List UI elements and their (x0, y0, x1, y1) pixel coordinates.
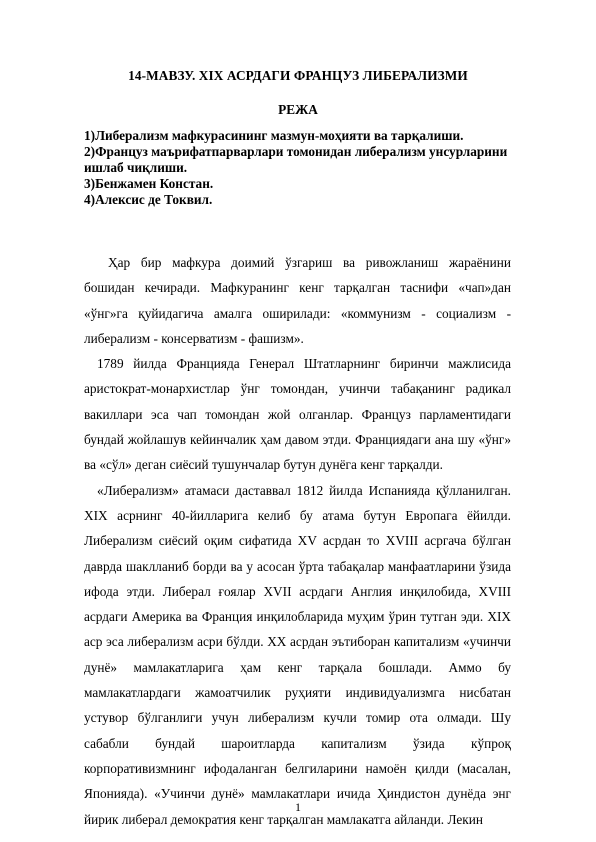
page-title: 14-МАВЗУ. XIX АСРДАГИ ФРАНЦУЗ ЛИБЕРАЛИЗМИ (128, 68, 468, 83)
body-text (84, 250, 511, 832)
plan-item-3: 3)Бенжамен Констан. (84, 176, 214, 191)
paragraph-3: «Либерализм» атамаси даставвал 1812 йилда Испанияда қўлланилган. XIX асрнинг 40-йилларига келиб бу атама бутун Европага ёйилди. Либерализм сиёсий оқим сифатида XV асрдан то XVIII асргача бўлган даврда шаклланиб борди ва у асосан ўрта табақалар манфаатларини ўзида ифода этди. Либерал ғоялар XVII асрдаги Англия инқилобида, XVIII асрдаги Америка ва Франция инқилобларида муҳим ўрин тутган эди. XIX аср эса либерализм асри бўлди. XX асрдан эътиборан капитализм «учинчи дунё» мамлакатларига ҳам кенг тарқала бошлади. Аммо бу мамлакатлардаги жамоатчилик руҳияти индивидуализмга нисбатан устувор бўлганлиги учун либерализм кучли томир ота олмади. Шу сабабли бундай шароитларда капитализм ўзида кўпроқ корпоративизмнинг ифодаланган белгиларини намоён қилди (масалан, Японияда). «Учинчи дунё» мамлакатлари ичида Ҳиндистон дунёда энг йирик либерал демократия кенг тарқалган мамлакатга айланди. Лекин (84, 482, 511, 827)
plan-item-1: 1)Либерализм мафкурасининг мазмун-моҳияти ва тарқалиши. (84, 128, 464, 143)
plan-item-4: 4)Алексис де Токвил. (84, 192, 213, 207)
plan-heading: РЕЖА (278, 102, 318, 117)
paragraph-1: Ҳар бир мафкура доимий ўзгариш ва ривожланиш жараёнини бошидан кечиради. Мафкуранинг кенг тарқалган таснифи «чап»дан «ўнг»га қуйидагича амалга оширилади: «коммунизм - социализм - либерализм - консерватизм - фашизм». (84, 255, 511, 346)
plan-item-2: 2)Француз маърифатпарварлари томонидан либерализм унсурларини ишлаб чиқлиши. (84, 144, 508, 175)
plan-list (84, 128, 524, 208)
page-number: 1 (295, 800, 301, 814)
paragraph-2: 1789 йилда Францияда Генерал Штатларнинг биринчи мажлисида аристократ-монархистлар ўнг томондан, учинчи табақанинг радикал вакиллари эса чап томондан жой олганлар. Француз парламентидаги бундай жойлашув кейинчалик ҳам давом этди. Франциядаги ана шу «ўнг» ва «сўл» деган сиёсий тушунчалар бутун дунёга кенг тарқалди. (84, 356, 511, 473)
